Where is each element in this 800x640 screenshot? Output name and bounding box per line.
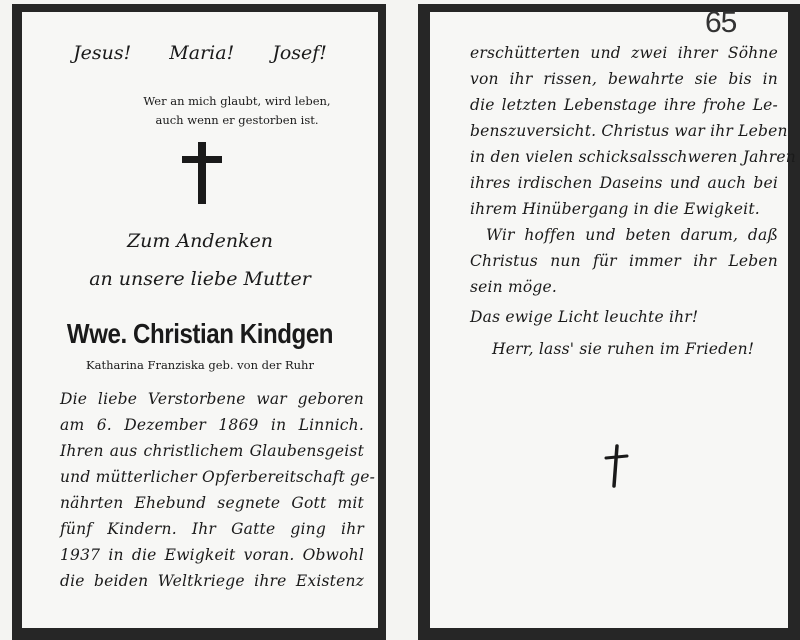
- body-line: am 6. Dezember 1869 in Linnich.: [60, 416, 364, 434]
- body-line: erschütterten und zwei ihrer Söhne: [470, 44, 778, 62]
- body-line: benszuversicht. Christus war ihr Leben: [470, 122, 788, 140]
- body-line: die letzten Lebenstage ihre frohe Le-: [470, 96, 778, 114]
- right-card: [430, 6, 796, 628]
- body-line: Wir hoffen und beten darum, daß: [486, 226, 778, 244]
- body-line: nährten Ehebund segnete Gott mit: [60, 494, 364, 512]
- body-line: fünf Kindern. Ihr Gatte ging ihr: [60, 520, 364, 538]
- body-line: ihrem Hinübergang in die Ewigkeit.: [470, 200, 760, 218]
- body-line: Die liebe Verstorbene war geboren: [60, 390, 364, 408]
- page-number: 65: [705, 6, 737, 39]
- memorial-heading-1: Zum Andenken: [126, 230, 274, 252]
- body-line: 1937 in die Ewigkeit voran. Obwohl: [60, 546, 364, 564]
- closing-line-1: Das ewige Licht leuchte ihr!: [470, 308, 699, 326]
- body-line: Ihren aus christlichem Glaubensgeist: [60, 442, 364, 460]
- left-card: [22, 12, 378, 628]
- body-line: von ihr rissen, bewahrte sie bis in: [470, 70, 778, 88]
- birth-name: Katharina Franziska geb. von der Ruhr: [86, 358, 314, 372]
- deceased-name: Wwe. Christian Kindgen: [66, 318, 334, 349]
- verse-line-2: auch wenn er gestorben ist.: [155, 113, 319, 127]
- invocation-jesus: Jesus!: [73, 42, 132, 64]
- invocation-josef: Josef!: [272, 42, 327, 64]
- cross-icon: [182, 142, 222, 204]
- body-line: sein möge.: [470, 278, 558, 296]
- small-cross-icon: [602, 444, 630, 488]
- verse-line-1: Wer an mich glaubt, wird leben,: [143, 94, 331, 108]
- invocation: [22, 42, 378, 64]
- body-line: Christus nun für immer ihr Leben: [470, 252, 778, 270]
- invocation-maria: Maria!: [169, 42, 235, 64]
- closing-line-2: Herr, lass' sie ruhen im Frieden!: [492, 340, 755, 358]
- body-line: ihres irdischen Daseins und auch bei: [470, 174, 778, 192]
- body-line: und mütterlicher Opferbereitschaft ge-: [60, 468, 376, 486]
- body-line: in den vielen schicksalsschweren Jahren: [470, 148, 796, 166]
- bible-verse: [122, 92, 352, 130]
- body-line: die beiden Weltkriege ihre Existenz: [60, 572, 364, 590]
- memorial-heading-2: an unsere liebe Mutter: [89, 268, 311, 290]
